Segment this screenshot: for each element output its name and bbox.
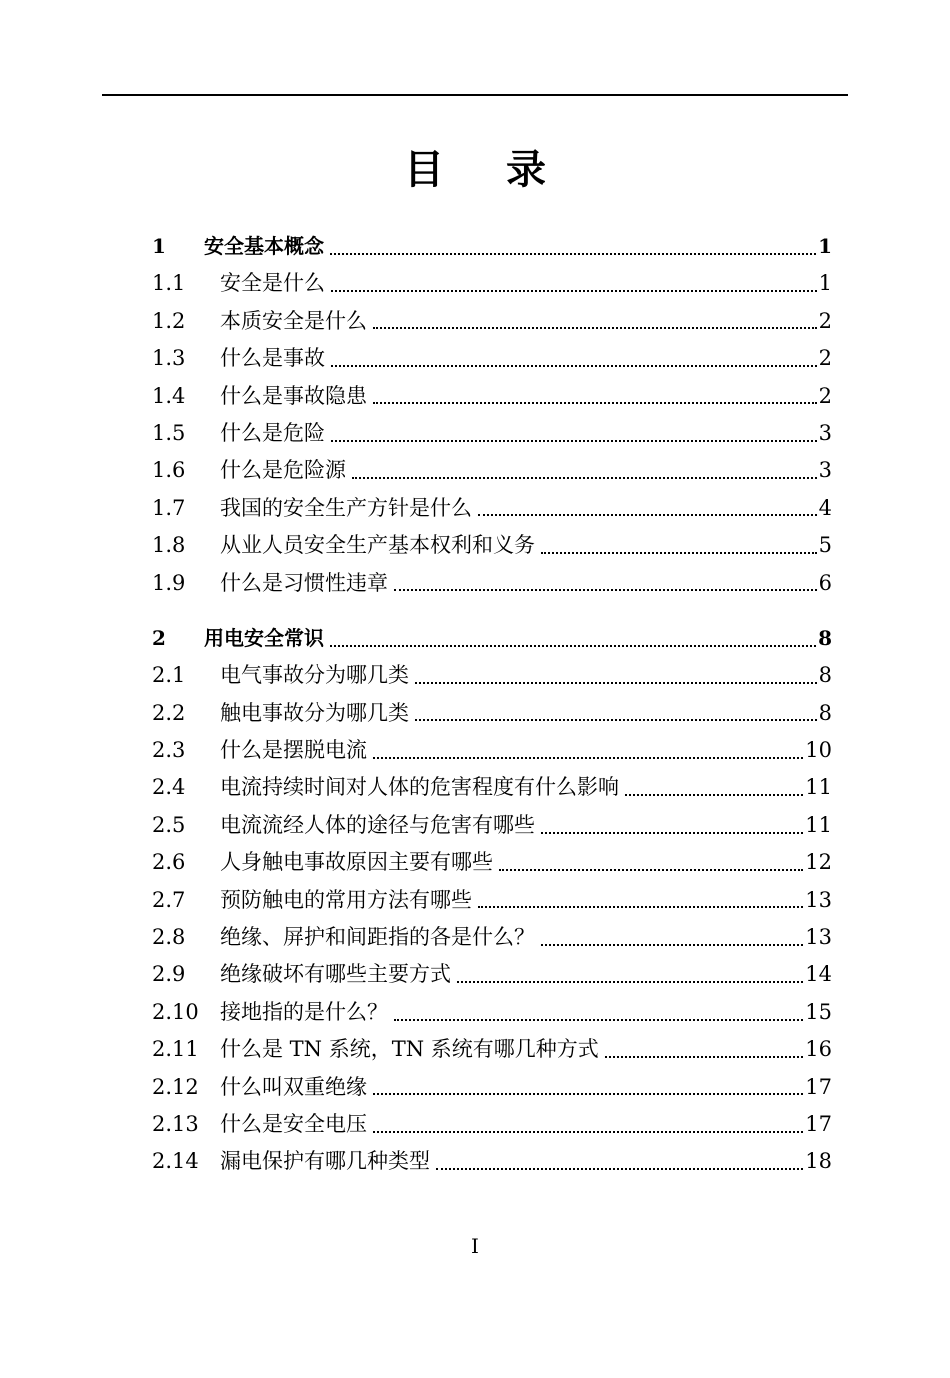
toc-entry[interactable] — [152, 1069, 832, 1106]
toc-entry[interactable] — [152, 378, 832, 415]
toc-entry-page: 8 — [818, 625, 832, 650]
toc-entry[interactable] — [152, 732, 832, 769]
toc-entry-title: 什么叫双重绝缘 — [220, 1074, 367, 1099]
toc-entry-number: 1.7 — [152, 495, 186, 520]
toc-entry-page: 13 — [805, 925, 832, 950]
toc-dot-leader — [331, 290, 817, 292]
toc-dot-leader — [373, 1093, 803, 1095]
toc-entry-page: 8 — [818, 700, 832, 725]
toc-entry-number: 2.7 — [152, 887, 186, 912]
toc-dot-leader — [394, 589, 817, 591]
toc-entry-page: 1 — [818, 271, 832, 296]
toc-entry-number: 2.12 — [152, 1074, 199, 1099]
toc-entry-number: 1.2 — [152, 308, 186, 333]
toc-dot-leader — [331, 440, 817, 442]
toc-section — [152, 228, 832, 602]
toc-entry-title: 电流流经人体的途径与危害有哪些 — [220, 812, 535, 837]
toc-entry-page: 11 — [805, 775, 832, 800]
table-of-contents — [152, 228, 832, 1181]
toc-entry-number: 1.6 — [152, 458, 186, 483]
toc-dot-leader — [478, 906, 803, 908]
toc-entry-page: 17 — [805, 1111, 832, 1136]
toc-entry-title: 本质安全是什么 — [220, 308, 367, 333]
toc-entry-title: 人身触电事故原因主要有哪些 — [220, 850, 493, 875]
toc-entry-title: 从业人员安全生产基本权利和义务 — [220, 533, 535, 558]
toc-entry[interactable] — [152, 303, 832, 340]
toc-entry[interactable] — [152, 490, 832, 527]
toc-entry[interactable] — [152, 527, 832, 564]
toc-entry[interactable] — [152, 1031, 832, 1068]
toc-entry-number: 2.2 — [152, 700, 186, 725]
toc-entry-page: 13 — [805, 887, 832, 912]
toc-dot-leader — [625, 794, 803, 796]
toc-entry-number: 2.1 — [152, 663, 186, 688]
toc-entry[interactable] — [152, 882, 832, 919]
toc-entry-number: 1.4 — [152, 383, 186, 408]
toc-entry-number: 2.10 — [152, 999, 199, 1024]
toc-entry-title: 触电事故分为哪几类 — [220, 700, 409, 725]
toc-entry[interactable] — [152, 657, 832, 694]
toc-entry-page: 14 — [805, 962, 832, 987]
toc-entry-title: 电流持续时间对人体的危害程度有什么影响 — [220, 775, 619, 800]
toc-entry[interactable] — [152, 695, 832, 732]
toc-title: 目 录 — [404, 147, 570, 193]
toc-dot-leader — [394, 1019, 803, 1021]
page-number: I — [471, 1234, 479, 1258]
toc-entry[interactable] — [152, 265, 832, 302]
toc-entry-title: 什么是危险源 — [220, 458, 346, 483]
toc-entry-page: 18 — [805, 1149, 832, 1174]
header-rule — [102, 94, 848, 96]
toc-entry-title: 什么是事故 — [220, 346, 325, 371]
toc-entry-title: 安全是什么 — [220, 271, 325, 296]
toc-entry[interactable] — [152, 956, 832, 993]
toc-dot-leader — [415, 719, 817, 721]
toc-entry-number: 2.8 — [152, 925, 186, 950]
toc-dot-leader — [331, 365, 817, 367]
toc-entry-title: 什么是事故隐患 — [220, 383, 367, 408]
toc-dot-leader — [352, 477, 817, 479]
toc-entry-title: 什么是摆脱电流 — [220, 738, 367, 763]
toc-entry-page: 11 — [805, 812, 832, 837]
toc-entry-title: 用电安全常识 — [204, 625, 324, 650]
toc-entry-page: 16 — [805, 1037, 832, 1062]
toc-entry[interactable] — [152, 1106, 832, 1143]
toc-entry[interactable] — [152, 919, 832, 956]
toc-entry-title: 绝缘破坏有哪些主要方式 — [220, 962, 451, 987]
toc-entry-title: 漏电保护有哪几种类型 — [220, 1149, 430, 1174]
toc-entry[interactable] — [152, 844, 832, 881]
toc-entry-page: 17 — [805, 1074, 832, 1099]
toc-dot-leader — [373, 402, 817, 404]
toc-dot-leader — [373, 757, 803, 759]
toc-entry-page: 12 — [805, 850, 832, 875]
toc-entry[interactable] — [152, 340, 832, 377]
toc-entry-title: 电气事故分为哪几类 — [220, 663, 409, 688]
toc-entry-number: 1.1 — [152, 271, 186, 296]
toc-entry-number: 2.4 — [152, 775, 186, 800]
toc-entry-title: 什么是安全电压 — [220, 1111, 367, 1136]
toc-entry-title: 绝缘、屏护和间距指的各是什么？ — [220, 925, 535, 950]
toc-entry-title: 安全基本概念 — [204, 234, 324, 258]
toc-entry-page: 4 — [818, 495, 832, 520]
toc-entry-title: 我国的安全生产方针是什么 — [220, 495, 472, 520]
toc-entry-title: 预防触电的常用方法有哪些 — [220, 887, 472, 912]
toc-entry-number: 2.9 — [152, 962, 186, 987]
toc-dot-leader — [373, 1131, 803, 1133]
toc-entry-page: 2 — [818, 308, 832, 333]
toc-dot-leader — [478, 514, 817, 516]
toc-entry-number: 1.8 — [152, 533, 186, 558]
toc-entry-title: 什么是危险 — [220, 420, 325, 445]
toc-dot-leader — [499, 869, 803, 871]
toc-entry-page: 8 — [818, 663, 832, 688]
toc-entry-page: 3 — [818, 458, 832, 483]
toc-dot-leader — [373, 327, 817, 329]
toc-dot-leader — [457, 981, 803, 983]
toc-dot-leader — [541, 944, 803, 946]
toc-entry[interactable] — [152, 415, 832, 452]
toc-entry-number: 2.5 — [152, 812, 186, 837]
toc-entry-number: 2.14 — [152, 1149, 199, 1174]
toc-entry-title: 什么是习惯性违章 — [220, 570, 388, 595]
toc-entry[interactable] — [152, 994, 832, 1031]
toc-entry[interactable] — [152, 1143, 832, 1180]
toc-entry-page: 3 — [818, 420, 832, 445]
toc-entry-page: 2 — [818, 346, 832, 371]
toc-entry-title: 接地指的是什么？ — [220, 999, 388, 1024]
toc-entry-number: 2.11 — [152, 1037, 199, 1062]
toc-entry-number: 1.3 — [152, 346, 186, 371]
toc-entry-number: 1 — [152, 234, 166, 258]
toc-entry-page: 10 — [805, 738, 832, 763]
toc-dot-leader — [541, 552, 817, 554]
toc-chapter-entry[interactable] — [152, 620, 832, 657]
toc-entry-number: 2.13 — [152, 1111, 199, 1136]
toc-dot-leader — [330, 645, 816, 647]
toc-entry-number: 1.9 — [152, 570, 186, 595]
toc-chapter-entry[interactable] — [152, 228, 832, 265]
toc-dot-leader — [330, 253, 816, 255]
toc-section — [152, 620, 832, 1181]
toc-entry[interactable] — [152, 769, 832, 806]
toc-entry-page: 2 — [818, 383, 832, 408]
toc-dot-leader — [436, 1168, 803, 1170]
toc-dot-leader — [605, 1056, 803, 1058]
toc-entry[interactable] — [152, 452, 832, 489]
toc-entry-number: 1.5 — [152, 420, 186, 445]
toc-entry-page: 5 — [818, 533, 832, 558]
toc-entry-number: 2.3 — [152, 738, 186, 763]
toc-entry-number: 2 — [152, 625, 166, 650]
toc-dot-leader — [415, 682, 817, 684]
toc-entry-page: 1 — [818, 234, 832, 258]
toc-entry[interactable] — [152, 807, 832, 844]
toc-entry-page: 15 — [805, 999, 832, 1024]
toc-dot-leader — [541, 832, 803, 834]
toc-entry-number: 2.6 — [152, 850, 186, 875]
toc-entry-page: 6 — [818, 570, 832, 595]
toc-entry[interactable] — [152, 565, 832, 602]
toc-entry-title: 什么是 TN 系统，TN 系统有哪几种方式 — [220, 1037, 599, 1062]
